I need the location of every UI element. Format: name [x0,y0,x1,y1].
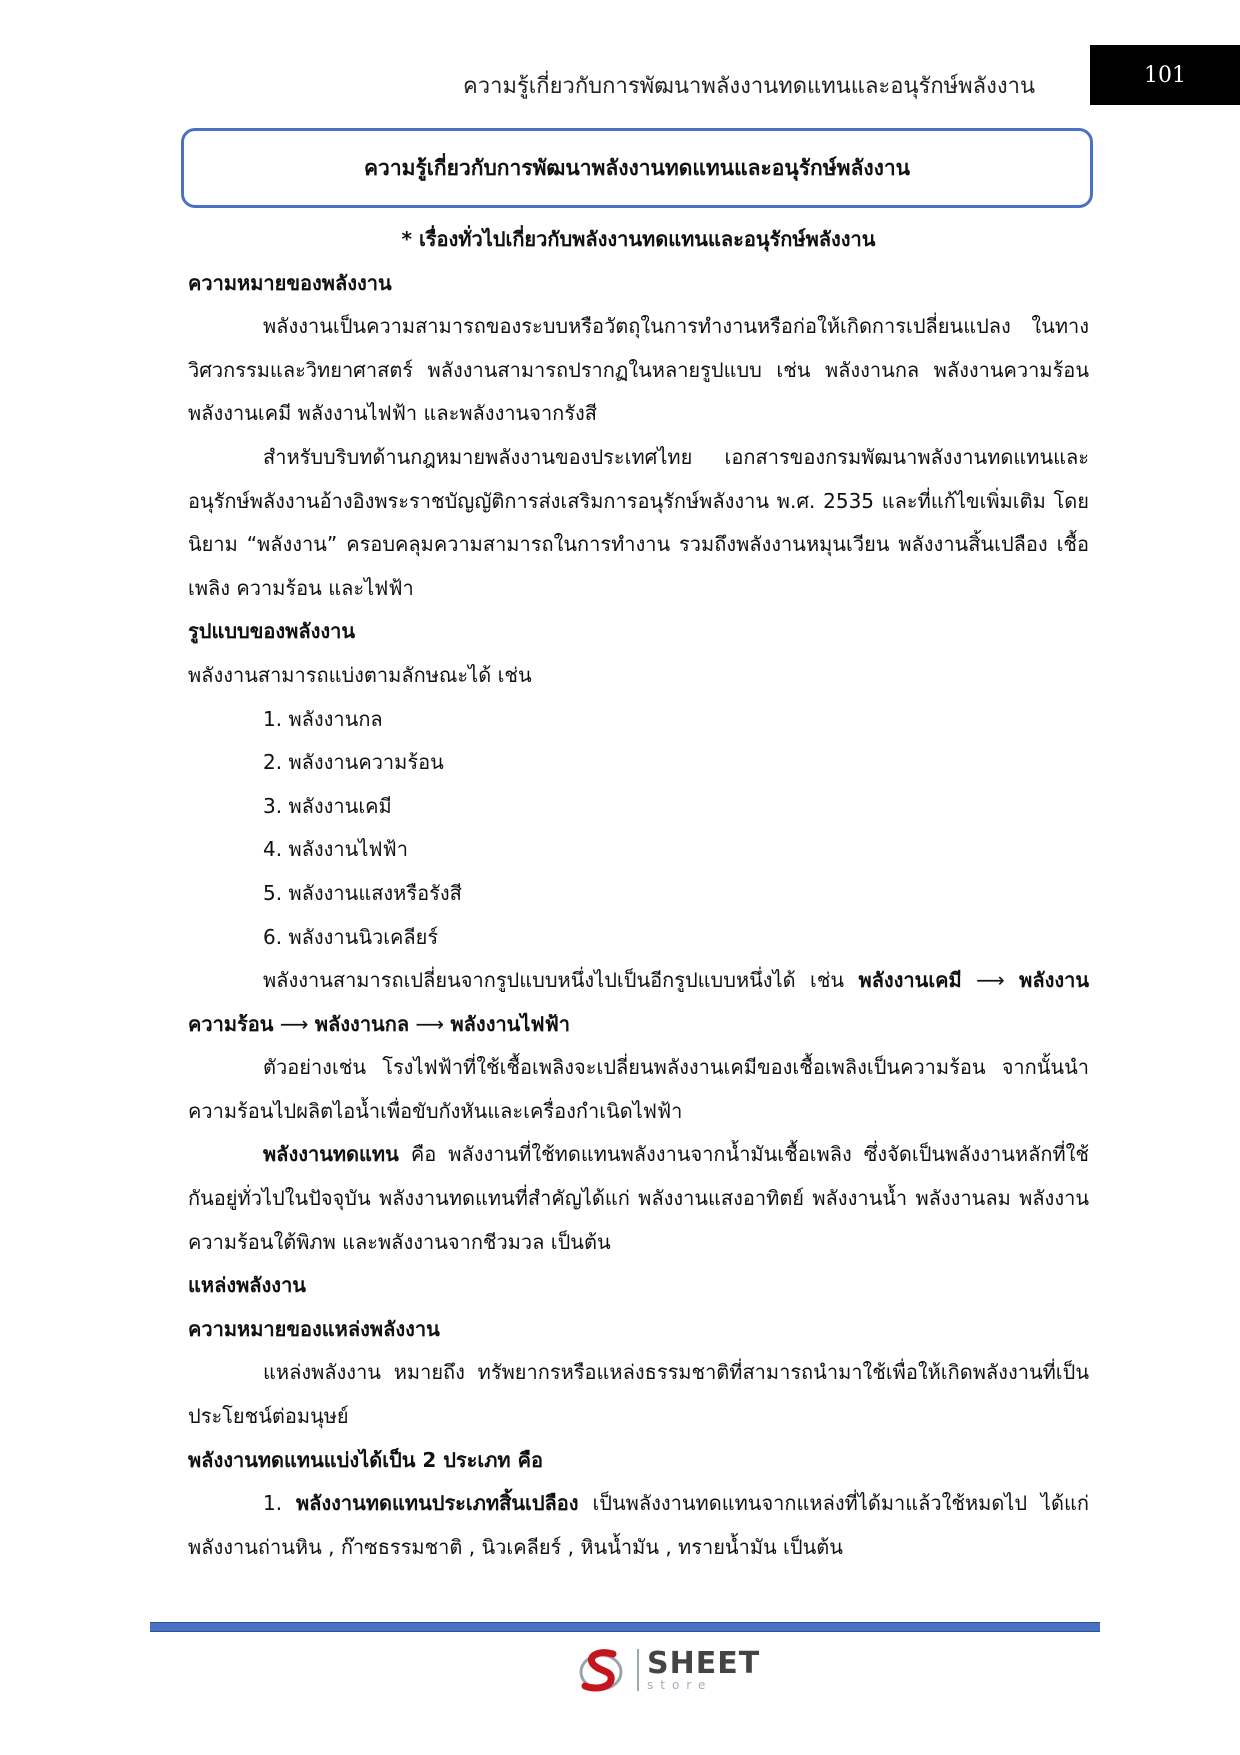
chain-step: พลังงานไฟฟ้า [450,1011,570,1036]
paragraph-renewable-type-1 [188,1482,1089,1569]
document-body [188,218,1089,1569]
renewable-term: พลังงานทดแทน [263,1142,399,1167]
paragraph-power-plant-example: ตัวอย่างเช่น โรงไฟฟ้าที่ใช้เชื้อเพลิงจะเปลี่ยนพลังงานเคมีของเชื้อเพลิงเป็นความร้อน จากนั้นนำความร้อนไปผลิตไอน้ำเพื่อขับกังหันและเครื่องกำเนิดไฟฟ้า [188,1055,1089,1123]
arrow-icon: ⟶ [279,1011,309,1036]
footer-divider [150,1622,1100,1632]
type-number: 1. [263,1491,296,1516]
paragraph-energy-definition: พลังงานเป็นความสามารถของระบบหรือวัตถุในการทำงานหรือก่อให้เกิดการเปลี่ยนแปลง ในทางวิศวกรรมและวิทยาศาสตร์ พลังงานสามารถปรากฏในหลายรูปแบบ เช่น พลังงานกล พลังงานความร้อน พลังงานเคมี พลังงานไฟฟ้า และพลังงานจากรังสี [188,314,1089,426]
running-header-title: ความรู้เกี่ยวกับการพัฒนาพลังงานทดแทนและอนุรักษ์พลังงาน [463,74,1035,99]
paragraph-energy-law: สำหรับบริบทด้านกฎหมายพลังงานของประเทศไทย เอกสารของกรมพัฒนาพลังงานทดแทนและอนุรักษ์พลังงานอ้างอิงพระราชบัญญัติการส่งเสริมการอนุรักษ์พลังงาน พ.ศ. 2535 และที่แก้ไขเพิ่มเติม โดยนิยาม “พลังงาน” ครอบคลุมความสามารถในการทำงาน รวมถึงพลังงานหมุนเวียน พลังงานสิ้นเปลือง เชื้อเพลิง ความร้อน และไฟฟ้า [188,444,1089,600]
heading-energy-meaning: ความหมายของพลังงาน [188,270,392,295]
list-item: 1. พลังงานกล [263,706,383,731]
arrow-icon: ⟶ [976,968,1005,993]
heading-energy-forms: รูปแบบของพลังงาน [188,619,356,644]
chain-step: พลังงานเคมี [858,968,962,993]
heading-renewable-types: พลังงานทดแทนแบ่งได้เป็น 2 ประเภท คือ [188,1447,543,1472]
chain-step: พลังงานกล [314,1011,410,1036]
sheet-store-logo [577,1646,760,1694]
paragraph-energy-conversion [188,959,1089,1046]
list-item: 6. พลังงานนิวเคลียร์ [263,924,439,949]
page-number: 101 [1090,45,1240,105]
list-item: 2. พลังงานความร้อน [263,750,444,775]
heading-energy-source-meaning: ความหมายของแหล่งพลังงาน [188,1316,440,1341]
paragraph-forms-intro: พลังงานสามารถแบ่งตามลักษณะได้ เช่น [188,662,532,687]
box-title: ความรู้เกี่ยวกับการพัฒนาพลังงานทดแทนและอนุรักษ์พลังงาน [364,155,910,180]
sheet-store-s-icon [577,1646,629,1694]
section-subtitle: * เรื่องทั่วไปเกี่ยวกับพลังงานทดแทนและอนุรักษ์พลังงาน [401,227,876,251]
paragraph-renewable-definition [188,1133,1089,1264]
logo-sub-text: store [647,1678,713,1692]
list-item: 5. พลังงานแสงหรือรังสี [263,880,462,905]
logo-main-text: SHEET [647,1646,761,1681]
conversion-text: พลังงานสามารถเปลี่ยนจากรูปแบบหนึ่งไปเป็นอีกรูปแบบหนึ่งได้ เช่น [263,968,845,993]
arrow-icon: ⟶ [415,1011,445,1036]
paragraph-energy-source-definition: แหล่งพลังงาน หมายถึง ทรัพยากรหรือแหล่งธรรมชาติที่สามารถนำมาใช้เพื่อให้เกิดพลังงานที่เป็นประโยชน์ต่อมนุษย์ [188,1360,1089,1429]
type-term: พลังงานทดแทนประเภทสิ้นเปลือง [295,1491,579,1516]
renewable-definition: คือ พลังงานที่ใช้ทดแทนพลังงานจากน้ำมันเชื้อเพลิง ซึ่งจัดเป็นพลังงานหลักที่ใช้กันอยู่ทั่วไปในปัจจุบัน พลังงานทดแทนที่สำคัญได้แก่ พลังงานแสงอาทิตย์ พลังงานน้ำ พลังงานลม พลังงานความร้อนใต้พิภพ และพลังงานจากชีวมวล เป็นต้น [188,1142,1089,1254]
list-item: 3. พลังงานเคมี [263,793,392,818]
chain-step: พลังงานความร้อน [188,968,1090,1036]
type-description: เป็นพลังงานทดแทนจากแหล่งที่ได้มาแล้วใช้หมดไป ได้แก่ พลังงานถ่านหิน , ก๊าซธรรมชาติ , นิวเคลียร์ , หินน้ำมัน , ทรายน้ำมัน เป็นต้น [188,1491,1089,1559]
list-item: 4. พลังงานไฟฟ้า [263,837,408,862]
title-box [181,128,1093,208]
heading-energy-sources: แหล่งพลังงาน [188,1273,306,1298]
